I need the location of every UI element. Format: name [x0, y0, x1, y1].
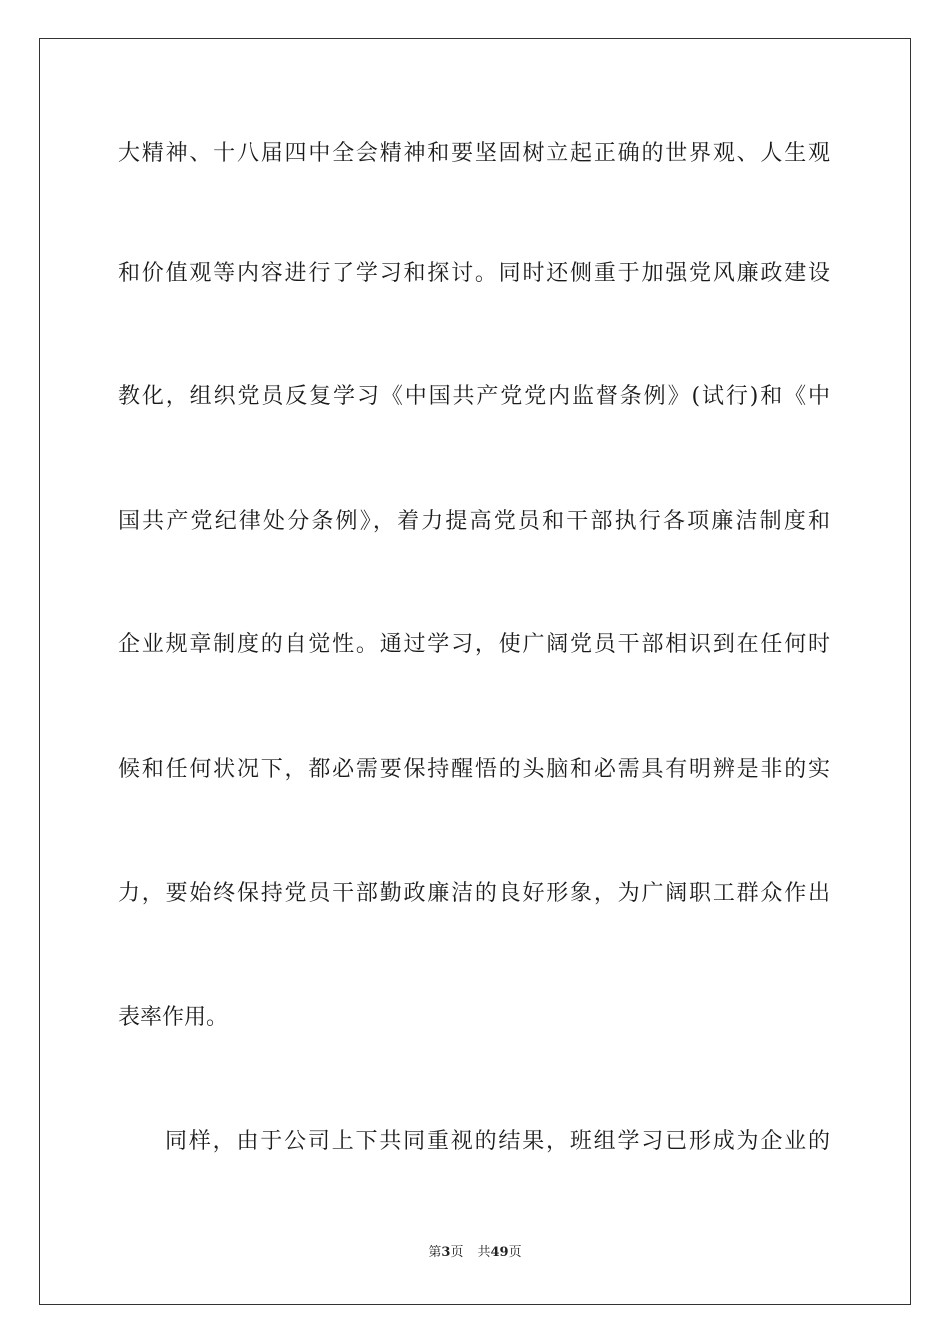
text-line: 大精神、十八届四中全会精神和要坚固树立起正确的世界观、人生观 [118, 141, 830, 166]
total-label-prefix: 共 [477, 1245, 491, 1260]
page-label-prefix: 第 [428, 1245, 442, 1260]
text-line: 同样，由于公司上下共同重视的结果，班组学习已形成为企业的 [165, 1129, 830, 1154]
text-line: 和价值观等内容进行了学习和探讨。同时还侧重于加强党风廉政建设 [118, 261, 830, 286]
text-line: 教化，组织党员反复学习《中国共产党党内监督条例》(试行)和《中 [118, 384, 830, 409]
total-pages: 49 [490, 1245, 509, 1260]
text-line: 候和任何状况下，都必需要保持醒悟的头脑和必需具有明辨是非的实 [118, 757, 830, 782]
text-line: 力，要始终保持党员干部勤政廉洁的良好形象，为广阔职工群众作出 [118, 881, 830, 906]
text-line: 表率作用。 [118, 1005, 229, 1030]
text-line: 国共产党纪律处分条例》，着力提高党员和干部执行各项廉洁制度和 [118, 509, 830, 534]
page-label-suffix: 页 [450, 1245, 464, 1260]
page-border [39, 38, 911, 1305]
total-label-suffix: 页 [508, 1245, 522, 1260]
page-footer [0, 1244, 950, 1262]
text-line: 企业规章制度的自觉性。通过学习，使广阔党员干部相识到在任何时 [118, 632, 830, 657]
page-number: 3 [441, 1245, 451, 1260]
